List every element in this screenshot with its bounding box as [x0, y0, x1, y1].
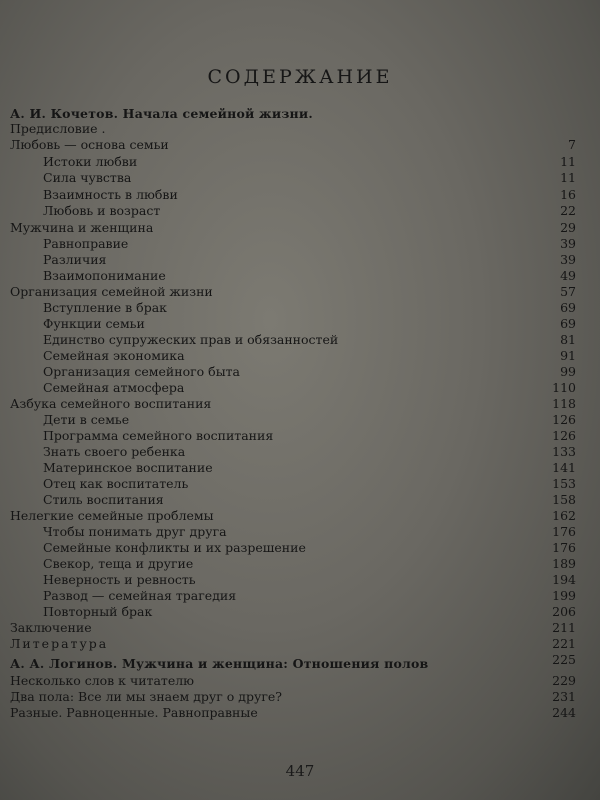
toc-page-number: 194 — [552, 572, 576, 587]
toc-page-number: 221 — [552, 636, 576, 651]
toc-page-number: 99 — [560, 364, 576, 379]
toc-subentry: Равноправие — [43, 236, 129, 251]
toc-page-number: 153 — [552, 476, 576, 491]
toc-page-number: 231 — [552, 689, 576, 704]
toc-subentry: Сила чувства — [43, 170, 132, 185]
toc-entry: Разные. Равноценные. Равноправные — [10, 705, 258, 720]
toc-page-number: 110 — [552, 380, 576, 395]
toc-subentry: Взаимопонимание — [43, 268, 166, 283]
toc-page-number: 162 — [552, 508, 576, 523]
toc-subentry: Вступление в брак — [43, 300, 167, 315]
toc-page-number: 22 — [560, 203, 576, 218]
toc-entry: Мужчина и женщина — [10, 220, 154, 235]
toc-page-number: 176 — [552, 540, 576, 555]
toc-subentry: Семейная атмосфера — [43, 380, 185, 395]
toc-subentry: Истоки любви — [43, 154, 138, 169]
toc-subentry: Чтобы понимать друг друга — [43, 524, 227, 539]
toc-page-number: 176 — [552, 524, 576, 539]
toc-subentry: Организация семейного быта — [43, 364, 241, 379]
toc-entry: Любовь — основа семьи — [10, 137, 169, 152]
toc-entry: Два пола: Все ли мы знаем друг о друге? — [10, 689, 282, 704]
toc-page-number: 141 — [552, 460, 576, 475]
toc-subentry: Материнское воспитание — [43, 460, 213, 475]
toc-subentry: Единство супружеских прав и обязанностей — [43, 332, 339, 347]
toc-subentry: Развод — семейная трагедия — [43, 588, 237, 603]
toc-entry: Нелегкие семейные проблемы — [10, 508, 214, 523]
toc-page-number: 133 — [552, 444, 576, 459]
toc-page-number: 81 — [560, 332, 576, 347]
toc-page-number: 91 — [560, 348, 576, 363]
toc-page-number: 126 — [552, 428, 576, 443]
toc-subentry: Повторный брак — [43, 604, 153, 619]
toc-page-number: 11 — [560, 170, 576, 185]
toc-subentry: Семейная экономика — [43, 348, 185, 363]
toc-page-number: 225 — [552, 652, 576, 667]
toc-page-number: 57 — [560, 284, 576, 299]
toc-subentry: Взаимность в любви — [43, 187, 178, 202]
toc-page-number: 126 — [552, 412, 576, 427]
toc-page-number: 7 — [568, 137, 576, 152]
toc-page-number: 244 — [552, 705, 576, 720]
toc-subentry: Дети в семье — [43, 412, 130, 427]
toc-subentry: Различия — [43, 252, 107, 267]
toc-page-number: 69 — [560, 300, 576, 315]
toc-page-number: 158 — [552, 492, 576, 507]
page-number-footer: 447 — [285, 762, 315, 780]
toc-subentry: Отец как воспитатель — [43, 476, 189, 491]
toc-subentry: Неверность и ревность — [43, 572, 196, 587]
toc-page-number: 39 — [560, 252, 576, 267]
toc-page-number: 11 — [560, 154, 576, 169]
toc-subentry: Знать своего ребенка — [43, 444, 186, 459]
toc-page-number: 206 — [552, 604, 576, 619]
toc-page-number: 118 — [552, 396, 576, 411]
toc-page-number: 29 — [560, 220, 576, 235]
toc-page-number: 39 — [560, 236, 576, 251]
toc-entry: Заключение — [10, 620, 92, 635]
toc-page-number: 69 — [560, 316, 576, 331]
toc-subentry: Любовь и возраст — [43, 203, 161, 218]
toc-subentry: Стиль воспитания — [43, 492, 164, 507]
toc-page-number: 49 — [560, 268, 576, 283]
toc-page-number: 199 — [552, 588, 576, 603]
page-title: СОДЕРЖАНИЕ — [207, 66, 393, 88]
toc-page-number: 16 — [560, 187, 576, 202]
toc-entry: Несколько слов к читателю — [10, 673, 195, 688]
toc-entry: Организация семейной жизни — [10, 284, 213, 299]
toc-subentry: Семейные конфликты и их разрешение — [43, 540, 306, 555]
toc-page-number: 229 — [552, 673, 576, 688]
toc-entry: Азбука семейного воспитания — [10, 396, 212, 411]
toc-part-heading: А. И. Кочетов. Начала семейной жизни. — [10, 106, 313, 121]
toc-subentry: Функции семьи — [43, 316, 145, 331]
toc-subentry: Программа семейного воспитания — [43, 428, 274, 443]
toc-part-heading: А. А. Логинов. Мужчина и женщина: Отношения полов — [10, 656, 429, 671]
toc-entry: Предисловие . — [10, 121, 106, 136]
toc-page-number: 211 — [552, 620, 576, 635]
toc-entry: Литература — [10, 636, 109, 651]
toc-subentry: Свекор, теща и другие — [43, 556, 194, 571]
toc-page-number: 189 — [552, 556, 576, 571]
